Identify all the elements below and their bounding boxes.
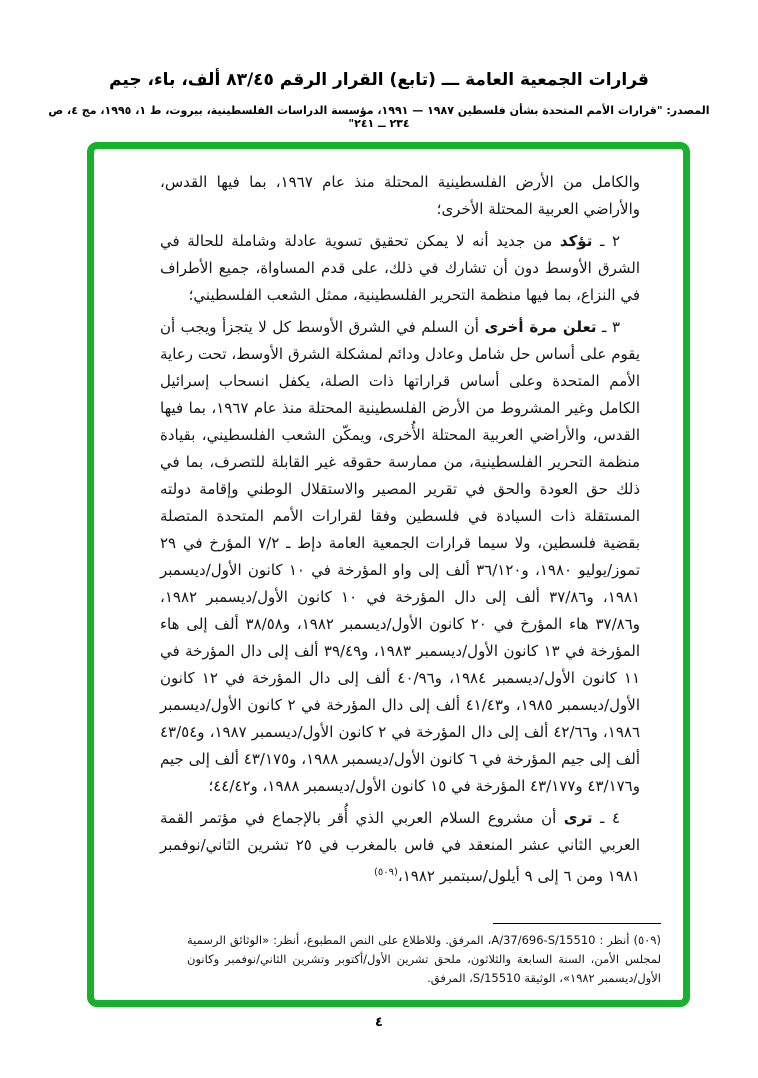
paragraph-number: ٤ ـ [592,809,620,827]
paragraph-2 [160,228,640,309]
resolution-text-box [87,142,690,1007]
paragraph-3 [160,314,640,800]
footnote-text: (٥٠٩) أنظر : A/37/696-S/15510، المرفق. وللاطلاع على النص المطبوع، أنظر: «الوثائق الرسمية لمجلس الأمن، السنة السابعة والثلاثون، ملحق تشرين الأول/أكتوبر وتشرين الثاني/نوفمبر وكانون الأول/ديسمبر ١٩٨٢»، الوثيقة S/15510، المرفق. [187,933,661,985]
paragraph-number: ٣ ـ [596,318,621,336]
footnote-separator-rule [493,923,661,924]
footnote-reference-marker: (٥٠٩) [373,867,398,878]
paragraph-continuation [160,169,640,223]
paragraph-4 [160,805,640,890]
paragraph-number: ٢ ـ [592,232,620,250]
paragraph-lead-word: تعلن مرة أخرى [484,318,597,336]
resolution-body [94,149,683,895]
paragraph-lead-word: ترى [563,809,593,827]
page-title: قرارات الجمعية العامة ـــ (تابع) القرار الرقم ٨٣/٤٥ ألف، باء، جيم [109,70,649,90]
paragraph-text: والكامل من الأرض الفلسطينية المحتلة منذ عام ١٩٦٧، بما فيها القدس، والأراضي العربية المحتلة الأخرى؛ [160,173,640,218]
paragraph-text: من جديد أنه لا يمكن تحقيق تسوية عادلة وشاملة للحالة في الشرق الأوسط دون أن تشارك في ذلك، على قدم المساواة، جميع الأطراف في النزاع، بما فيها منظمة التحرير الفلسطينية، ممثل الشعب الفلسطيني؛ [160,232,640,304]
source-citation: المصدر: "قرارات الأمم المتحدة بشأن فلسطين ١٩٨٧ — ١٩٩١، مؤسسة الدراسات الفلسطينية، بيروت، ط ١، ١٩٩٥، مج ٤، ص ٢٣٤ ــ ٢٤١" [48,104,710,130]
paragraph-lead-word: تؤكد [559,232,593,250]
paragraph-text: أن مشروع السلام العربي الذي أُقر بالإجماع في مؤتمر القمة العربي الثاني عشر المنعقد في فاس بالمغرب في ٢٥ تشرين الثاني/نوفمبر ١٩٨١ ومن ٦ إلى ٩ أيلول/سبتمبر ١٩٨٢، [160,809,640,885]
footnote-block [187,923,661,988]
paragraph-text: أن السلم في الشرق الأوسط كل لا يتجزأ ويجب أن يقوم على أساس حل شامل وعادل ودائم لمشكلة الشرق الأوسط، تحت رعاية الأمم المتحدة وعلى أساس قراراتها ذات الصلة، يكفل انسحاب إسرائيل الكامل وغير المشروط من الأرض الفلسطينية المحتلة منذ عام ١٩٦٧، بما فيها القدس، والأراضي العربية المحتلة الأُخرى، ويمكّن الشعب الفلسطيني، بقيادة منظمة التحرير الفلسطينية، من ممارسة حقوقه غير القابلة للتصرف، بما في ذلك حق العودة والحق في تقرير المصير والاستقلال الوطني وإقامة دولته المستقلة ذات السيادة في فلسطين وفقا لقرارات الأمم المتحدة المتصلة بقضية فلسطين، ولا سيما قرارات الجمعية العامة دإط ـ ٧/٢ المؤرخ في ٢٩ تموز/يوليو ١٩٨٠، و٣٦/١٢٠ ألف إلى واو المؤرخة في ١٠ كانون الأول/ديسمبر ١٩٨١، و٣٧/٨٦ ألف إلى دال المؤرخة في ١٠ كانون الأول/ديسمبر ١٩٨٢، و٣٧/٨٦ هاء المؤرخ في ٢٠ كانون الأول/ديسمبر ١٩٨٢، و٣٨/٥٨ ألف إلى هاء المؤرخة في ١٣ كانون الأول/ديسمبر ١٩٨٣، و٣٩/٤٩ ألف إلى دال المؤرخة في ١١ كانون الأول/ديسمبر ١٩٨٤، و٤٠/٩٦ ألف إلى دال المؤرخة في ١٢ كانون الأول/ديسمبر ١٩٨٥، و٤١/٤٣ ألف إلى دال المؤرخة في ٢ كانون الأول/ديسمبر ١٩٨٦، و٤٢/٦٦ ألف إلى دال المؤرخة في ٢ كانون الأول/ديسمبر ١٩٨٧، و٤٣/٥٤ ألف إلى جيم المؤرخة في ٦ كانون الأول/ديسمبر ١٩٨٨، و٤٣/١٧٥ ألف إلى جيم و٤٣/١٧٦ و٤٣/١٧٧ المؤرخة في ١٥ كانون الأول/ديسمبر ١٩٨٨، و٤٤/٤٢؛ [160,318,641,795]
page-number: ٤ [375,1015,383,1030]
